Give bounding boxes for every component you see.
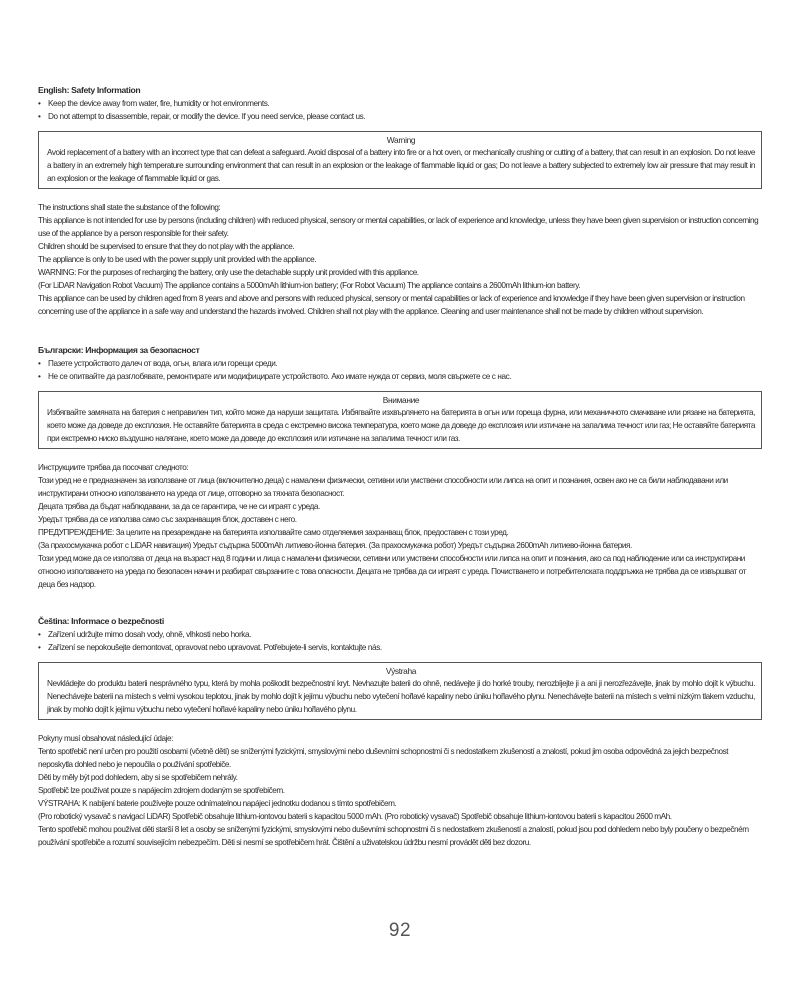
instruction-line: (За прахосмукачка робот с LiDAR навигация) Уредът съдържа 5000mAh литиево-йонна батерия. (За прахосмукачка робот) Уредът съдържа 2600mAh литиево-йонна батерия. xyxy=(38,541,632,550)
bullet-icon: • xyxy=(38,372,41,381)
section-title: English: Safety Information xyxy=(38,85,141,95)
bullet-icon: • xyxy=(38,643,41,652)
instruction-line: (For LiDAR Navigation Robot Vacuum) The appliance contains a 5000mAh lithium-ion battery; (For Robot Vacuum) The appliance contains a 2600mAh lithium-ion battery. xyxy=(38,281,581,290)
instructions-block xyxy=(38,732,762,849)
section-english xyxy=(38,84,762,318)
instruction-line: Tento spotřebič mohou používat děti starší 8 let a osoby se sníženými fyzickými, smyslovými nebo duševními schopnostmi či s nedostatkem zkušeností a znalostí, pokud jsou pod dohledem nebo byly poučeny o bezpečném používání spotřebiče a rozumí souvisejícím nebezpečím. Děti si nesmí se spotřebičem hrát. Čištění a uživatelskou údržbu nesmí provádět děti bez dozoru. xyxy=(38,825,749,847)
warning-text: Avoid replacement of a battery with an incorrect type that can defeat a safeguard. Avoid disposal of a battery into fire or a hot oven, or mechanically crushing or cutting of a battery, that can result in an explosion. Do not leave a battery in an extremely high temperature surrounding environment that can result in an explosion or the leakage of flammable liquid or gas; Do not leave a battery subjected to extremely low air pressure that may result in an explosion or the leakage of flammable liquid or gas. xyxy=(47,148,755,183)
instruction-line: Този уред може да се използва от деца на възраст над 8 години и лица с намалени физически, сетивни или умствени способности или липса на опит и познания, ако са под наблюдение или са инструктирани относно използването на уреда по безопасен начин и разбират свързаните с това опасности. Децата не трябва да си играят с уреда. Почистването и потребителската поддръжка не трябва да се извършват от деца без надзор. xyxy=(38,554,747,589)
warning-text: Избягвайте замяната на батерия с неправилен тип, който може да наруши защитата. Избягвайте изхвърлянето на батерията в огън или гореща фурна, или механичното смачкване или рязане на батерията, което може да доведе до експлозия. Не оставяйте батерията в среда с екстремно висока температура, което може да доведе до експлозия или изтичане на запалима течност или газ; Не оставяйте батерията при екстремно ниско въздушно налягане, което може да доведе до експлозия или изтичане на запалима течност или газ. xyxy=(47,408,755,443)
instruction-line: VÝSTRAHA: K nabíjení baterie používejte pouze odnímatelnou napájecí jednotku dodanou s tímto spotřebičem. xyxy=(38,799,397,808)
section-title: Български: Информация за безопасност xyxy=(38,345,200,355)
instruction-line: Уредът трябва да се използва само със захранващия блок, доставен с него. xyxy=(38,515,297,524)
instruction-line: ПРЕДУПРЕЖДЕНИЕ: За целите на презареждане на батерията използвайте само отделяемия захранващ блок, предоставен с този уред. xyxy=(38,528,509,537)
instruction-line: Инструкциите трябва да посочват следното: xyxy=(38,463,189,472)
warning-title: Внимание xyxy=(382,395,420,405)
bullet-icon: • xyxy=(38,99,41,108)
instruction-line: Pokyny musí obsahovat následující údaje: xyxy=(38,734,173,743)
bullet-list xyxy=(38,97,762,123)
bullet-icon: • xyxy=(38,630,41,639)
warning-box xyxy=(38,131,762,189)
section-bulgarian xyxy=(38,344,762,591)
bullet-item: • Keep the device away from water, fire, humidity or hot environments. xyxy=(38,99,270,108)
instruction-line: The appliance is only to be used with the power supply unit provided with the appliance. xyxy=(38,255,317,264)
section-title: Čeština: Informace o bezpečnosti xyxy=(38,616,164,626)
section-czech xyxy=(38,615,762,849)
bullet-item: • Zařízení udržujte mimo dosah vody, ohně, vlhkosti nebo horka. xyxy=(38,630,251,639)
warning-box xyxy=(38,391,762,449)
instruction-line: The instructions shall state the substance of the following: xyxy=(38,203,221,212)
instructions-block xyxy=(38,201,762,318)
warning-text: Nevkládejte do produktu baterii nesprávného typu, která by mohla poškodit bezpečnostní kryt. Nevhazujte baterii do ohně, nedávejte ji do horké trouby, nerozbíjejte ji a ani ji nerozřezávejte, jinak by mohlo dojít k výbuchu. Nenechávejte baterii na místech s velmi vysokou teplotou, jinak by mohlo dojít k jejímu výbuchu nebo vytečení hořlavé kapaliny nebo úniku hořlavého plynu. Nenechávejte baterii na místech s velmi nízkým tlakem vzduchu, jinak by mohlo dojít k jejímu výbuchu nebo vytečení hořlavé kapaliny nebo úniku hořlavého plynu. xyxy=(47,679,755,714)
instruction-line: Děti by měly být pod dohledem, aby si se spotřebičem nehrály. xyxy=(38,773,238,782)
warning-box xyxy=(38,662,762,720)
warning-title: Výstraha xyxy=(385,666,417,676)
instruction-line: Tento spotřebič není určen pro použití osobami (včetně dětí) se sníženými fyzickými, smyslovými nebo duševními schopnostmi či s nedostatkem zkušeností a znalostí, pokud jim osoba odpovědná za jejich bezpečnost neposkytla dohled nebo je nepoučila o používání spotřebiče. xyxy=(38,747,729,769)
instruction-line: This appliance is not intended for use by persons (including children) with reduced physical, sensory or mental capabilities, or lack of experience and knowledge, unless they have been given supervision or instruction concerning use of the appliance by a person responsible for their safety. xyxy=(38,216,759,238)
bullet-list xyxy=(38,357,762,383)
instruction-line: Децата трябва да бъдат наблюдавани, за да се гарантира, че не си играят с уреда. xyxy=(38,502,320,511)
instruction-line: (Pro robotický vysavač s navigací LiDAR) Spotřebič obsahuje lithium-iontovou baterii s kapacitou 5000 mAh. (Pro robotický vysavač) Spotřebič obsahuje lithium-iontovou baterii s kapacitou 2600 mAh. xyxy=(38,812,672,821)
instruction-line: Този уред не е предназначен за използване от лица (включително деца) с намалени физически, сетивни или умствени способности или липса на опит и познания, освен ако не са били наблюдавани или инструктирани относно използването на уреда от лице, отговорно за тяхната безопасност. xyxy=(38,476,728,498)
bullet-item: • Zařízení se nepokoušejte demontovat, opravovat nebo upravovat. Potřebujete-li servis, kontaktujte nás. xyxy=(38,643,382,652)
bullet-icon: • xyxy=(38,112,41,121)
page-number: 92 xyxy=(388,920,412,941)
bullet-item: • Do not attempt to disassemble, repair, or modify the device. If you need service, please contact us. xyxy=(38,112,366,121)
bullet-icon: • xyxy=(38,359,41,368)
instruction-line: Spotřebič lze používat pouze s napájecím zdrojem dodaným se spotřebičem. xyxy=(38,786,285,795)
instruction-line: WARNING: For the purposes of recharging the battery, only use the detachable supply unit provided with this appliance. xyxy=(38,268,419,277)
instructions-block xyxy=(38,461,762,591)
instruction-line: Children should be supervised to ensure that they do not play with the appliance. xyxy=(38,242,295,251)
bullet-item: • Не се опитвайте да разглобявате, ремонтирате или модифицирате устройството. Ако имате нужда от сервиз, моля свържете се с нас. xyxy=(38,372,512,381)
bullet-list xyxy=(38,628,762,654)
warning-title: Warning xyxy=(386,135,416,145)
bullet-item: • Пазете устройството далеч от вода, огън, влага или горещи среди. xyxy=(38,359,278,368)
instruction-line: This appliance can be used by children aged from 8 years and above and persons with reduced physical, sensory or mental capabilities or lack of experience and knowledge if they have been given supervision or instruction concerning use of the appliance in a safe way and understand the hazards involved. Children shall not play with the appliance. Cleaning and user maintenance shall not be made by children without supervision. xyxy=(38,294,745,316)
manual-page xyxy=(38,84,762,849)
